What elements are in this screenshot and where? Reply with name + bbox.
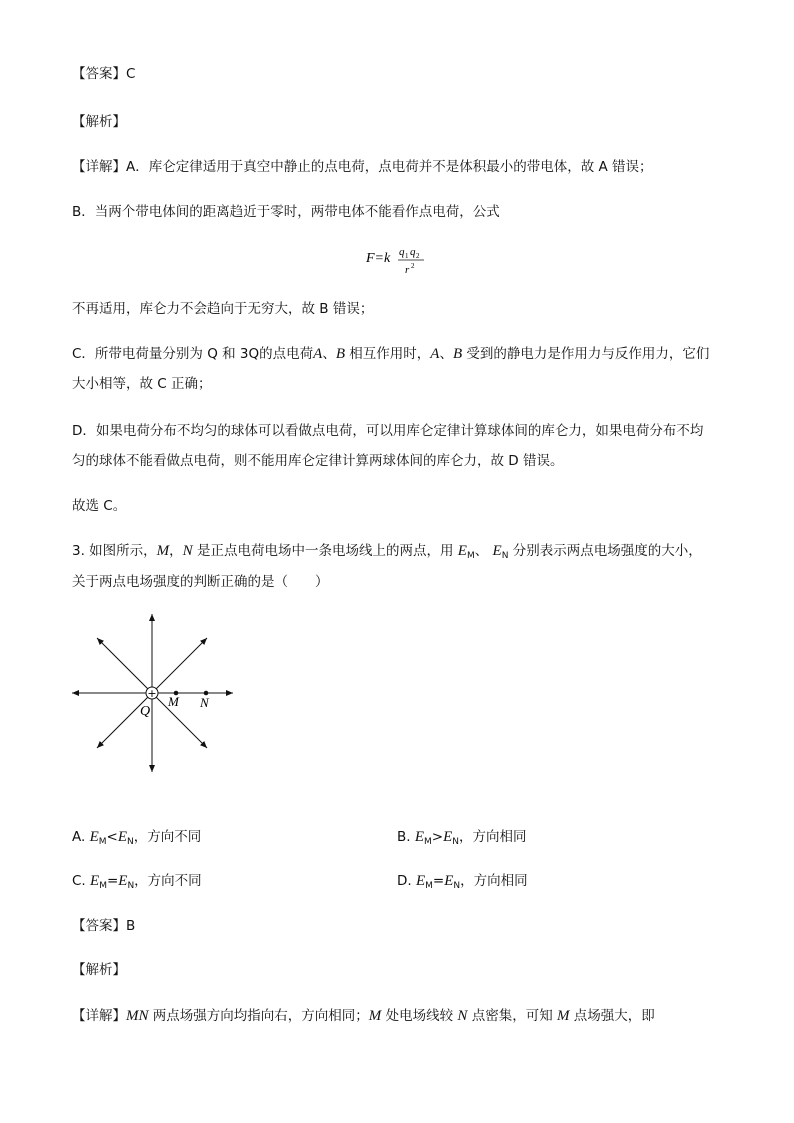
- field-line-down-left: [97, 693, 152, 748]
- q2-conclusion: 故选 C。: [72, 498, 127, 514]
- q3-answer: 【答案】B: [72, 918, 136, 934]
- option-a: A. $E_M<E_N$，方向不同: [72, 829, 202, 847]
- q2-detail-b-line1: B．当两个带电体间的距离趋近于零时，两带电体不能看作点电荷，公式: [72, 204, 500, 220]
- q2-detail-c-line1: C．所带电荷量分别为 Q 和 3Q的点电荷A、B 相互作用时，A、B 受到的静电力是作用力与反作用力，它们: [72, 346, 710, 362]
- formula-r-sup: 2: [411, 262, 415, 270]
- q2-detail-d-line2: 匀的球体不能看做点电荷，则不能用库仑定律计算两球体间的库仑力，故 D 错误。: [72, 453, 564, 469]
- field-line-up-right: [152, 638, 207, 693]
- q3-stem-line1: 3. 如图所示，M，N 是正点电荷电场中一条电场线上的两点，用 $E_M$、 $E_N$ 分别表示两点电场强度的大小，: [72, 543, 702, 561]
- formula-q2: q: [410, 246, 416, 258]
- q2-analysis-heading: 【解析】: [72, 114, 126, 130]
- label-m: M: [168, 694, 179, 709]
- field-line-down-right: [152, 693, 207, 748]
- option-b: B. $E_M>E_N$，方向相同: [397, 829, 527, 847]
- option-c: C. $E_M=E_N$，方向不同: [72, 873, 202, 891]
- formula-q1-sub: 1: [405, 252, 409, 260]
- q2-detail-d-line1: D．如果电荷分布不均匀的球体可以看做点电荷，可以用库仑定律计算球体间的库仑力，如果电荷分布不均: [72, 423, 704, 439]
- electric-field-diagram: [70, 612, 240, 778]
- coulomb-formula: [366, 242, 436, 282]
- q3-analysis-heading: 【解析】: [72, 962, 126, 978]
- q2-detail-b-line2: 不再适用，库仑力不会趋向于无穷大，故 B 错误；: [72, 301, 374, 317]
- q2-detail-c-line2: 大小相等，故 C 正确；: [72, 376, 212, 392]
- formula-lhs: F=k: [366, 251, 391, 266]
- option-d: D. $E_M=E_N$，方向相同: [397, 873, 528, 891]
- charge-plus-sign: +: [147, 687, 157, 700]
- q2-detail-a: 【详解】A．库仑定律适用于真空中静止的点电荷，点电荷并不是体积最小的带电体，故 A 错误；: [72, 159, 653, 175]
- label-n: N: [200, 695, 209, 710]
- q2-answer: 【答案】C: [72, 66, 136, 82]
- q3-detail: 【详解】MN 两点场强方向均指向右，方向相同；M 处电场线较 N 点密集，可知 M 点场强大，即: [72, 1008, 655, 1024]
- formula-q1: q: [399, 246, 405, 258]
- q3-stem-line2: 关于两点电场强度的判断正确的是（ ）: [72, 574, 329, 590]
- label-q: Q: [140, 704, 151, 719]
- formula-q2-sub: 2: [416, 252, 420, 260]
- formula-r: r: [405, 264, 410, 276]
- field-line-up-left: [97, 638, 152, 693]
